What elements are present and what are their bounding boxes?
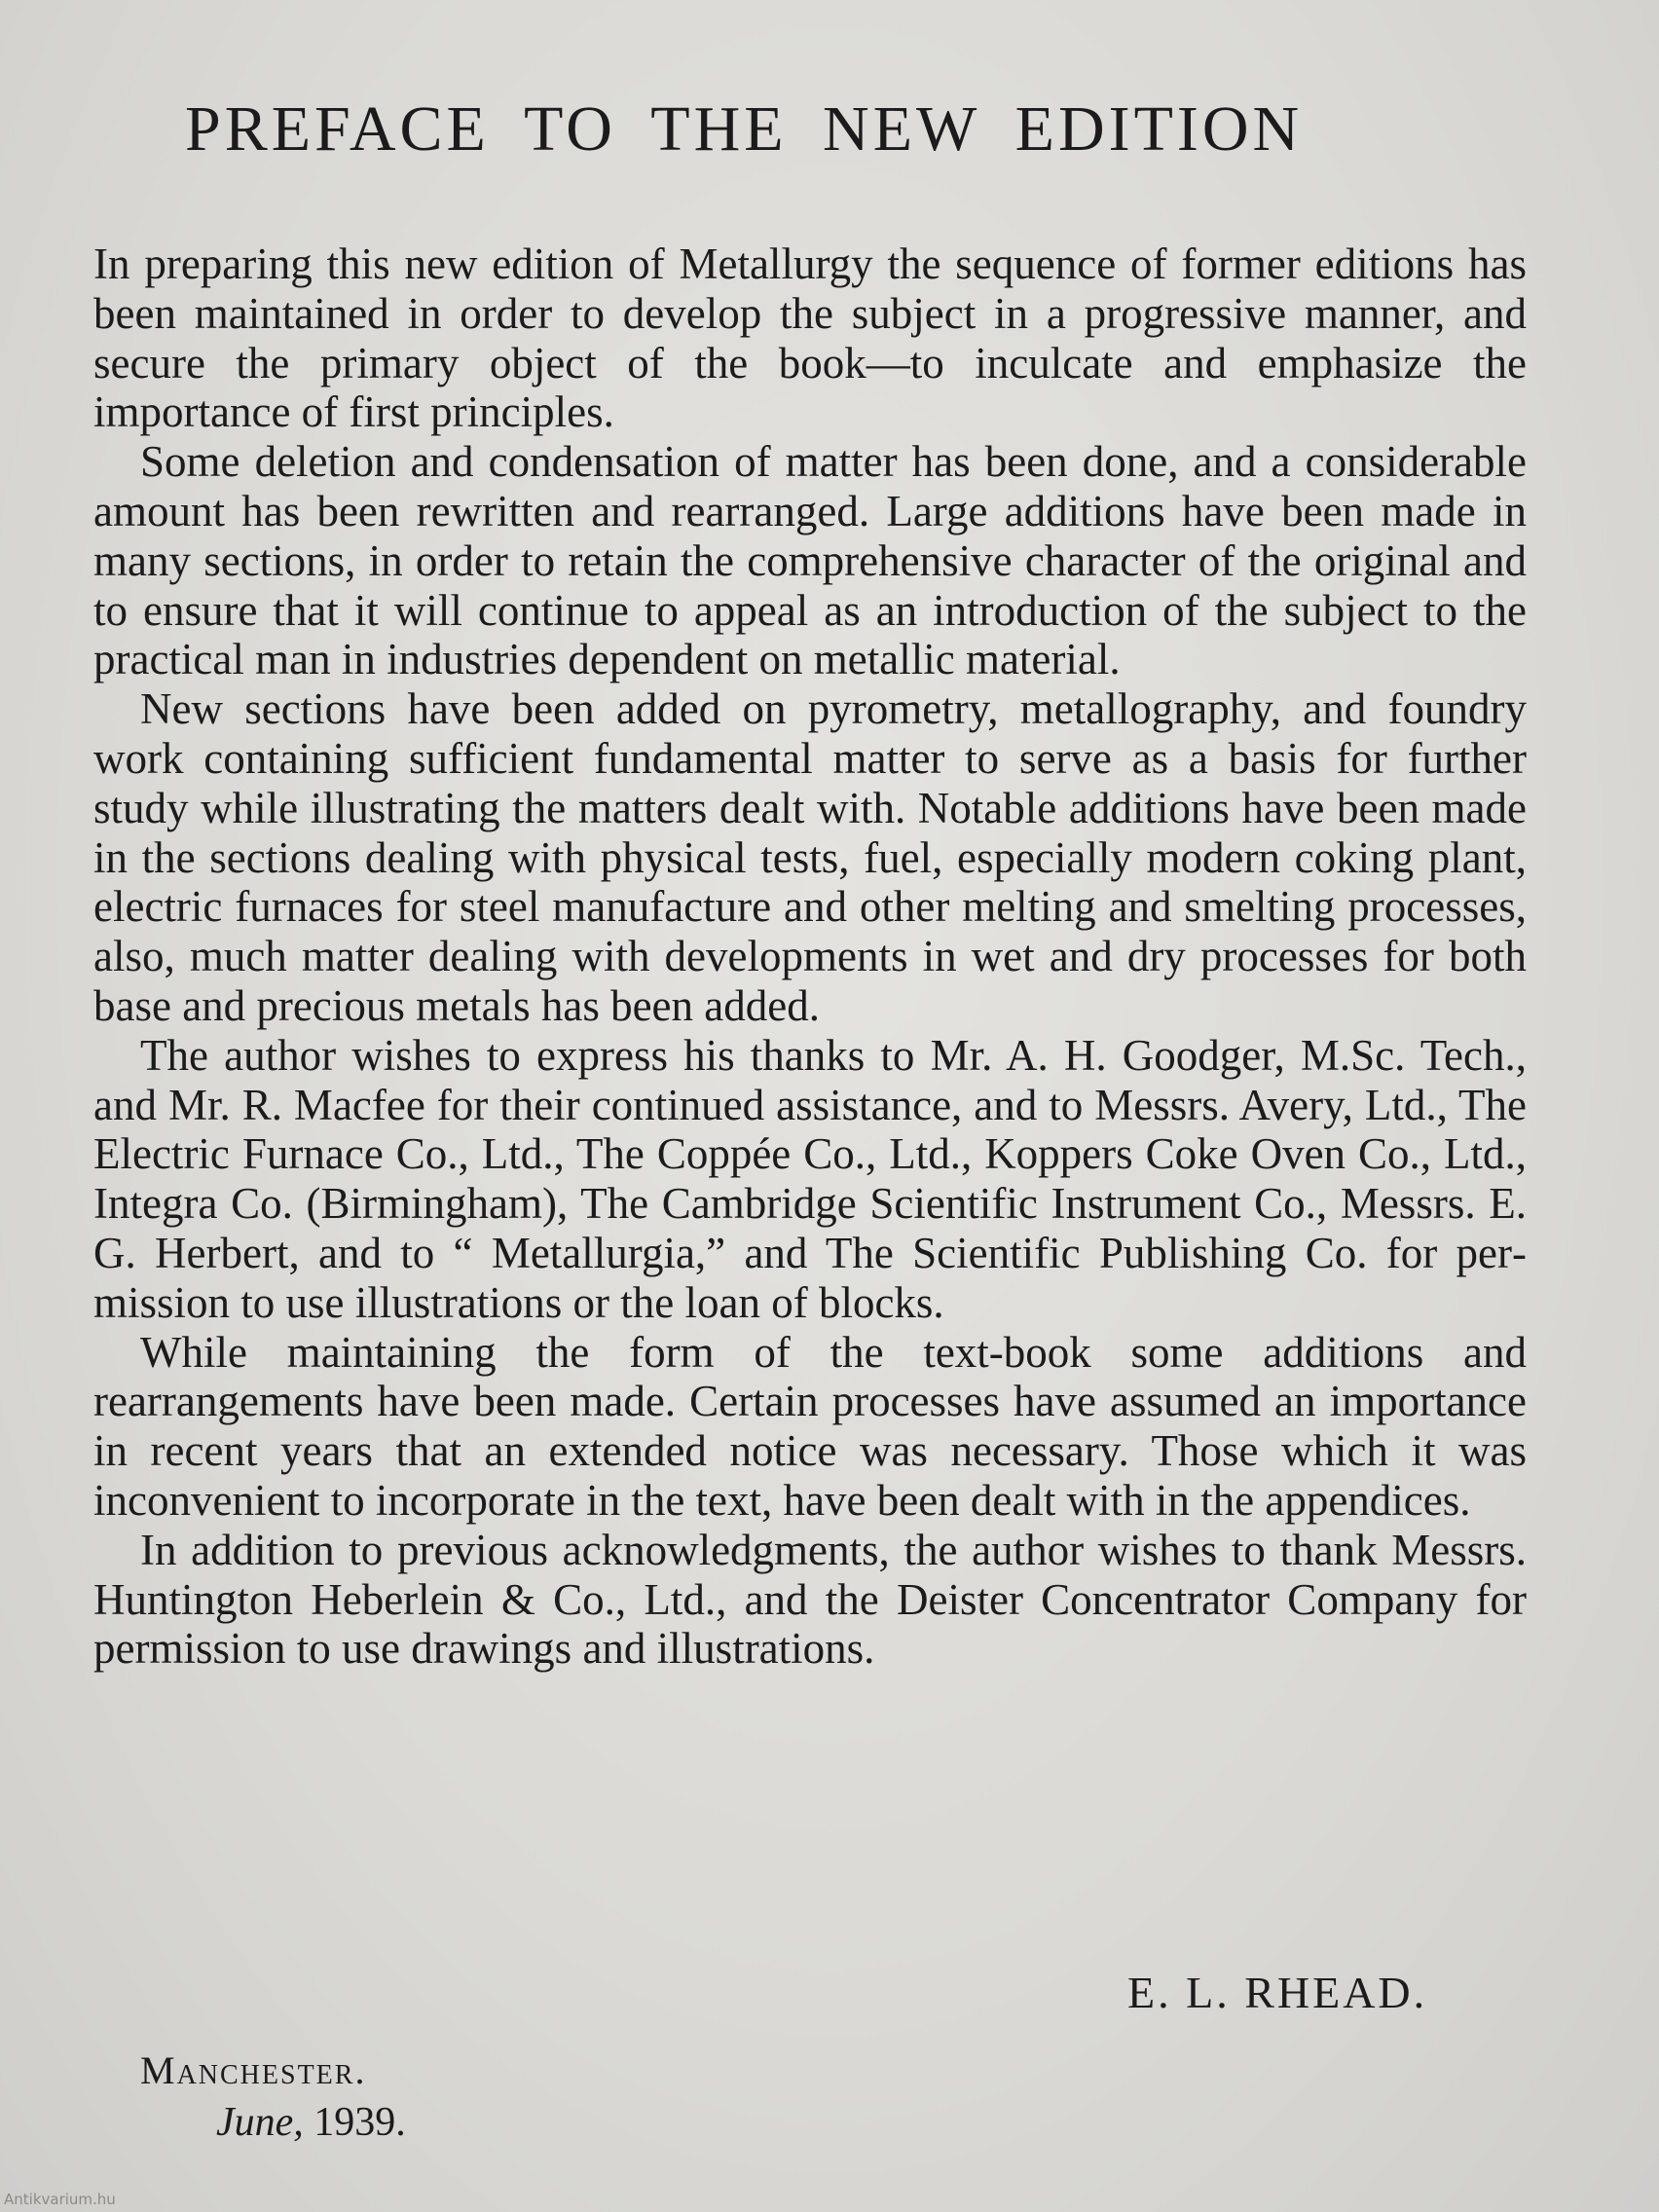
date-year: 1939.	[313, 2100, 406, 2145]
watermark-text: Antikvarium.hu	[4, 2191, 116, 2208]
page-title: PREFACE TO THE NEW EDITION	[185, 93, 1304, 165]
preface-body	[93, 240, 1527, 1674]
paragraph-4: The author wishes to express his thanks to Mr. A. H. Goodger, M.Sc. Tech., and Mr. R. Macfee for their continued assistance, and to Messrs. Avery, Ltd., The Electric Furnace Co., Ltd., The Coppée Co., Ltd., Koppers Coke Oven Co., Ltd., Integra Co. (Birmingham), The Cambridge Scientific Instrument Co., Messrs. E. G. Herbert, and to “ Metallurgia,” and The Scientific Publishing Co. for permission to use illustrations or the loan of blocks.	[93, 1030, 1527, 1327]
date-line	[216, 2099, 406, 2146]
date-month: June,	[216, 2100, 304, 2145]
paragraph-2: Some deletion and condensation of matter has been done, and a considerable amount has been rewritten and rearranged. Large additions have been made in many sections, in order to retain the comprehensive character of the original and to ensure that it will continue to appeal as an introduction of the subject to the practical man in industries dependent on metallic material.	[93, 437, 1527, 684]
place-line: Manchester.	[140, 2048, 367, 2092]
paragraph-5: While maintaining the form of the text-book some additions and rearrangements have been made. Certain processes have assumed an importance in recent years that an extended notice was necessary. Those which it was inconvenient to incorporate in the text, have been dealt with in the appendices.	[93, 1327, 1527, 1525]
author-signature: E. L. RHEAD.	[1127, 1968, 1428, 2017]
paragraph-3: New sections have been added on pyrometry, metallography, and foundry work containing sufficient fundamental matter to serve as a basis for further study while illustrating the matters dealt with. Notable additions have been made in the sections dealing with physical tests, fuel, especially modern coking plant, electric furnaces for steel manufacture and other melting and smelting processes, also, much matter dealing with developments in wet and dry processes for both base and precious metals has been added.	[93, 684, 1527, 1030]
paragraph-1: In preparing this new edition of Metallurgy the sequence of former editions has been maintained in order to develop the subject in a progressive manner, and secure the primary object of the book—to inculcate and emphasize the importance of first principles.	[93, 240, 1527, 437]
paragraph-6: In addition to previous acknowledgments, the author wishes to thank Messrs. Huntington Heberlein & Co., Ltd., and the Deister Concentrator Company for permission to use drawings and illustrations.	[93, 1525, 1527, 1674]
